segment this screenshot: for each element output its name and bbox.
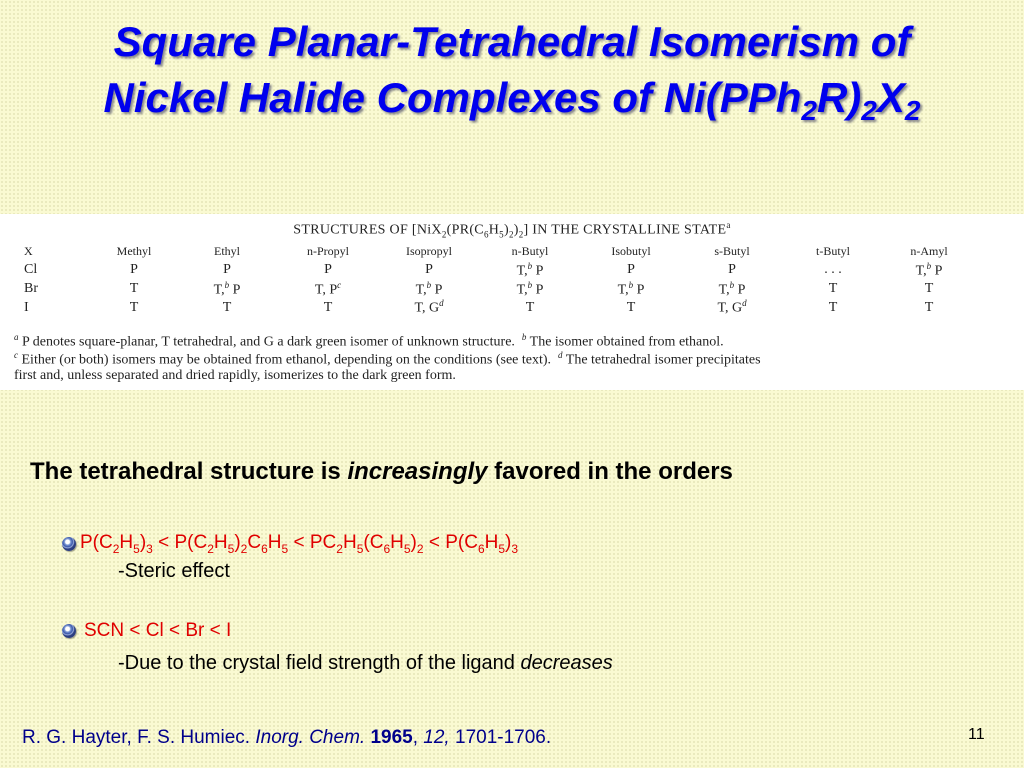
formula-text: P(C <box>80 532 113 553</box>
formula-text: H <box>267 532 282 553</box>
column-header: n-Propyl <box>307 244 349 258</box>
table-cell: P <box>223 262 231 278</box>
slide-title <box>0 14 1024 126</box>
column-header: Ethyl <box>214 244 240 258</box>
column-header: Isobutyl <box>611 244 651 258</box>
citation-authors: R. G. Hayter, F. S. Humiec. <box>22 727 256 748</box>
footnote-mark: d <box>439 298 444 309</box>
citation-pages: 1701-1706. <box>449 727 552 748</box>
table-row <box>10 261 992 280</box>
formula-subscript: 3 <box>146 541 153 556</box>
caption-subscript: 2 <box>441 229 447 240</box>
lead-text: The tetrahedral structure is <box>30 458 348 485</box>
citation-journal: Inorg. Chem. <box>255 727 366 748</box>
footnote-line-3: first and, unless separated and dried rapidly, isomerizes to the dark green form. <box>14 368 456 383</box>
footnote-mark: b <box>224 279 230 290</box>
table-cell: T,$^b$ P <box>415 279 443 298</box>
formula-subscript: 2 <box>207 541 214 556</box>
title-text: R) <box>816 74 862 121</box>
footnote-mark: b <box>527 261 533 271</box>
table-cell: P <box>425 262 433 278</box>
table-cell: T,$^b$ P <box>718 279 746 298</box>
bullet-item-halide-order <box>62 620 231 642</box>
table-cell: T, $G^d$ <box>717 298 747 316</box>
lead-text: favored in the orders <box>487 458 733 485</box>
column-header: Methyl <box>116 244 152 258</box>
title-text: X <box>876 74 905 121</box>
formula-subscript: 5 <box>403 541 411 556</box>
slide-title-line1: Square Planar-Tetrahedral Isomerism of <box>113 18 911 65</box>
formula-subscript: 5 <box>281 541 289 556</box>
table-cell: T,$^b$ P <box>516 279 544 298</box>
table-cell: T <box>525 299 535 315</box>
table-cell: P <box>728 262 736 278</box>
note-text: -Due to the crystal field strength of the ligand <box>118 652 521 674</box>
footnote-mark: a <box>14 332 19 342</box>
formula-text: ) <box>410 532 417 553</box>
citation-year: 1965 <box>370 727 413 748</box>
table-row <box>10 280 992 299</box>
swirl-bullet-icon <box>62 537 76 551</box>
formula-subscript: 6 <box>477 541 485 556</box>
table-header-row <box>10 242 992 261</box>
footnote-mark: b <box>628 279 634 290</box>
footnote-line-1 <box>14 332 724 351</box>
formula-text: H <box>213 532 228 553</box>
citation-volume: 12, <box>423 727 450 748</box>
caption-text: (PR(C <box>446 222 484 238</box>
table-cell: T, $G^d$ <box>414 298 444 316</box>
formula-subscript: 2 <box>416 541 424 556</box>
caption-text: ] IN THE CRYSTALLINE STATE <box>523 222 727 238</box>
formula-subscript: 6 <box>261 541 268 556</box>
footnote-line-2 <box>14 350 761 369</box>
phosphine-order-formula <box>80 532 518 556</box>
footnote-mark: b <box>426 279 432 290</box>
caption-subscript: 2 <box>508 229 514 240</box>
caption-subscript: 6 <box>483 229 489 240</box>
note-emphasis: decreases <box>520 652 613 674</box>
citation <box>22 727 551 749</box>
formula-subscript: 5 <box>356 541 364 556</box>
caption-subscript: 5 <box>499 229 504 240</box>
title-subscript: 2 <box>861 95 877 126</box>
halide-cell: Br <box>24 280 38 296</box>
table-cell: . . . <box>824 262 842 278</box>
column-header: s-Butyl <box>714 244 750 258</box>
footnote-mark: b <box>729 279 735 290</box>
footnote-text: The tetrahedral isomer precipitates <box>562 352 761 368</box>
caption-text: STRUCTURES OF [NiX <box>293 222 442 238</box>
footnote-mark: d <box>558 350 563 360</box>
title-subscript: 2 <box>904 95 921 126</box>
table-cell: T,$^b$ P <box>915 261 943 279</box>
bullet-item-phosphine-order <box>62 532 518 556</box>
halide-cell: Cl <box>24 262 38 278</box>
table-cell: P <box>130 262 138 278</box>
column-header: Isopropyl <box>406 244 452 258</box>
title-subscript: 2 <box>801 95 817 126</box>
formula-subscript: 5 <box>133 541 140 556</box>
table-cell: T,$^b$ P <box>213 279 241 298</box>
swirl-bullet-icon <box>62 624 76 638</box>
table-body <box>10 261 992 317</box>
formula-text: (C <box>363 532 384 553</box>
formula-subscript: 5 <box>498 541 506 556</box>
structure-table <box>10 242 992 317</box>
formula-subscript: 3 <box>511 541 519 556</box>
table-cell: T,$^b$ P <box>516 261 544 279</box>
table-cell: T <box>924 280 934 296</box>
formula-text: H <box>484 532 499 553</box>
slide-title-line2 <box>0 70 1024 126</box>
column-header: t-Butyl <box>815 244 850 258</box>
bullet-note-steric: -Steric effect <box>118 560 230 582</box>
formula-subscript: 5 <box>227 541 235 556</box>
formula-subscript: 2 <box>240 541 248 556</box>
formula-subscript: 2 <box>112 541 120 556</box>
formula-text: < P(C <box>152 532 208 553</box>
citation-separator: , <box>412 727 424 748</box>
caption-subscript: 2 <box>518 229 524 240</box>
table-cell: T <box>323 299 333 315</box>
footnote-mark: b <box>527 279 533 290</box>
formula-text: H <box>390 532 404 553</box>
formula-text: C <box>247 532 262 553</box>
halide-order-text: SCN < Cl < Br < I <box>84 620 232 641</box>
table-cell: T <box>129 280 139 296</box>
bullet-note-crystal-field <box>118 652 613 675</box>
caption-text: ) <box>513 222 519 238</box>
table-cell: P <box>324 262 332 278</box>
formula-text: H <box>119 532 134 553</box>
column-header: n-Amyl <box>910 244 948 258</box>
formula-text: ) <box>234 532 241 553</box>
footnote-text: The isomer obtained from ethanol. <box>526 334 724 350</box>
footnote-text: P denotes square-planar, T tetrahedral, and G a dark green isomer of unknown structure. <box>18 334 515 350</box>
table-cell: T <box>222 299 232 315</box>
table-cell: T <box>626 299 636 315</box>
table-cell: T <box>129 299 139 315</box>
footnote-mark: d <box>742 298 747 309</box>
table-cell: T, $P^c$ <box>314 279 342 298</box>
title-text: Nickel Halide Complexes of Ni(PPh <box>103 74 802 121</box>
formula-text: ) <box>139 532 147 553</box>
table-cell: T <box>828 299 838 315</box>
footnote-mark: c <box>14 350 18 360</box>
footnote-mark: c <box>337 279 342 290</box>
column-header: X <box>24 244 33 258</box>
scanned-structure-table <box>0 214 1024 390</box>
halide-cell: I <box>24 299 29 315</box>
formula-subscript: 6 <box>383 541 391 556</box>
caption-text: H <box>488 222 500 238</box>
formula-subscript: 2 <box>336 541 343 556</box>
caption-footnote-mark: a <box>726 220 731 230</box>
table-caption <box>0 220 1024 239</box>
table-cell: T,$^b$ P <box>617 279 645 298</box>
table-cell: P <box>627 262 635 278</box>
formula-text: < PC <box>288 532 337 553</box>
formula-text: ) <box>505 532 512 553</box>
table-cell: T <box>924 299 934 315</box>
lead-emphasis: increasingly <box>347 458 488 485</box>
table-cell: T <box>828 280 838 296</box>
footnote-mark: b <box>926 261 932 271</box>
table-row <box>10 298 992 317</box>
caption-text: ) <box>503 222 509 238</box>
lead-statement <box>30 458 733 486</box>
formula-text: H <box>342 532 357 553</box>
column-header: n-Butyl <box>511 244 549 258</box>
page-number: 11 <box>968 726 985 743</box>
footnote-mark: b <box>521 332 527 342</box>
footnote-text: Either (or both) isomers may be obtained from ethanol, depending on the conditions (see text). <box>18 352 552 368</box>
formula-text: < P(C <box>423 532 478 553</box>
